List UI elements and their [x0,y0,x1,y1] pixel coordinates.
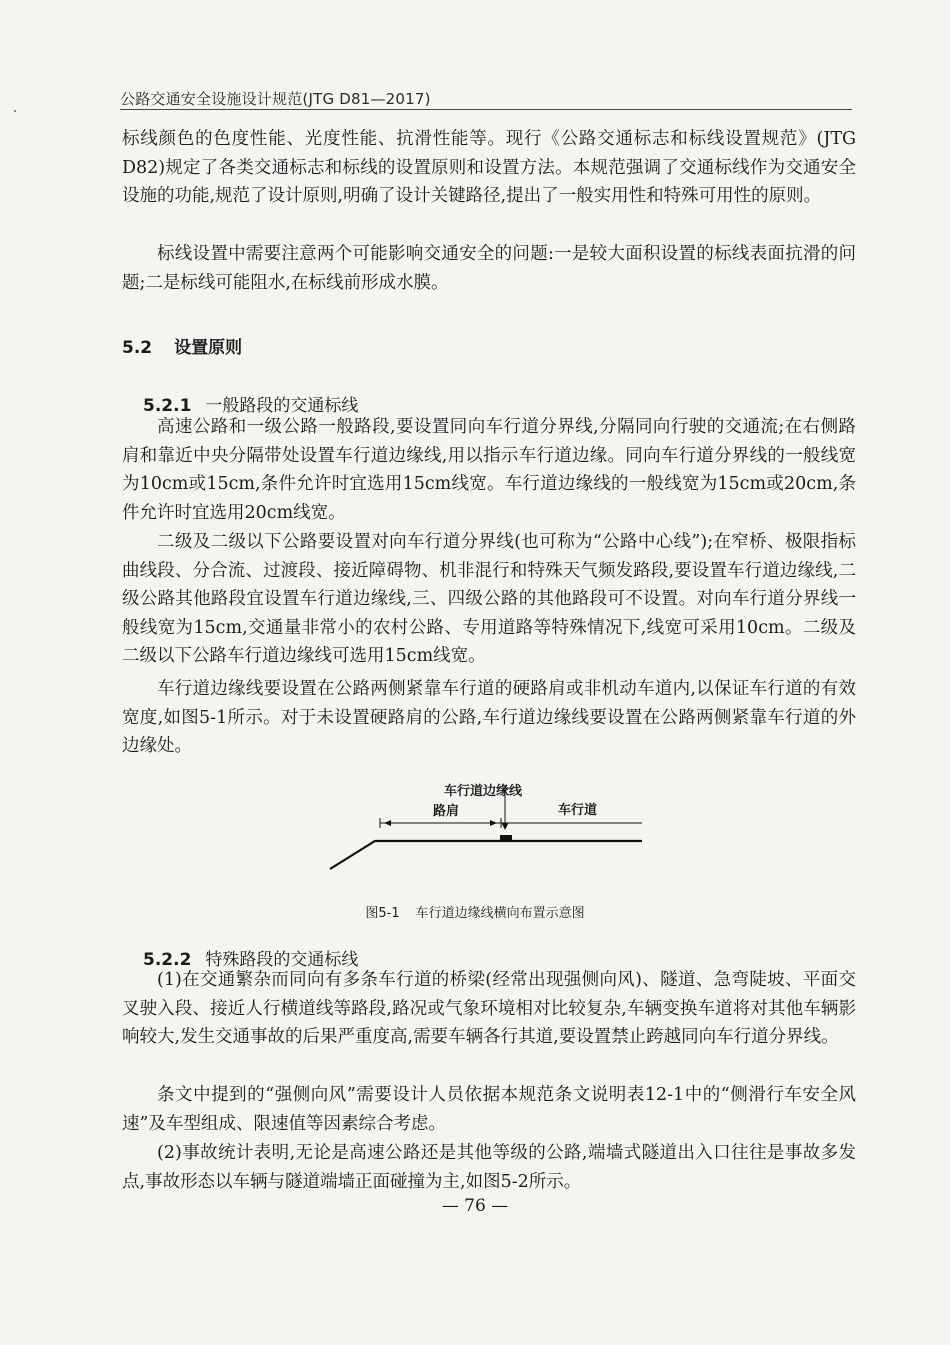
label-edge-line: 车行道边缘线 [444,784,523,799]
paragraph-3: 高速公路和一级公路一般路段,要设置同向车行道分界线,分隔同向行驶的交通流;在右侧路肩和靠近中央分隔带处设置车行道边缘线,用以指示车行道边缘。同向车行道分界线的一般线宽为10cm或15cm,条件允许时宜选用15cm线宽。车行道边缘线的一般线宽为15cm或20cm,条件允许时宜选用20cm线宽。 [122,417,856,523]
section-number: 5.2 [122,338,153,358]
figure-title: 车行道边缘线横向布置示意图 [415,906,585,921]
paragraph-7: 条文中提到的“强侧向风”需要设计人员依据本规范条文说明表12-1中的“侧滑行车安全风速”及车型组成、限速值等因素综合考虑。 [122,1085,856,1134]
figure-number: 图5-1 [365,906,400,921]
arrow-mid-icon [490,820,497,826]
subsection-number: 5.2.2 [143,950,192,970]
section-title: 设置原则 [174,338,243,358]
page-number: — 76 — [441,1196,509,1216]
figure-caption [0,902,950,921]
paragraph-2: 标线设置中需要注意两个可能影响交通安全的问题:一是较大面积设置的标线表面抗滑的问题;二是标线可能阻水,在标线前形成水膜。 [122,244,856,293]
paragraph-8: (2)事故统计表明,无论是高速公路还是其他等级的公路,端墙式隧道出入口往往是事故多发点,事故形态以车辆与隧道端墙正面碰撞为主,如图5-2所示。 [122,1143,856,1192]
road-surface-profile [330,841,642,869]
section-heading-5-2 [122,333,242,358]
paragraph-4: 二级及二级以下公路要设置对向车行道分界线(也可称为“公路中心线”);在窄桥、极限指标曲线段、分合流、过渡段、接近障碍物、机非混行和特殊天气频发路段,要设置车行道边缘线,二级公路其他路段宜设置车行道边缘线,三、四级公路的其他路段可不设置。对向车行道分界线一般线宽为15cm,交通量非常小的农村公路、专用道路等特殊情况下,线宽可采用10cm。二级及二级以下公路车行道边缘线可选用15cm线宽。 [122,532,856,667]
edge-line-marking [500,835,512,841]
header-rule [120,109,852,110]
subsection-title: 一般路段的交通标线 [205,396,359,416]
subsection-title: 特殊路段的交通标线 [205,950,359,970]
paragraph-6: (1)在交通繁杂而同向有多条车行道的桥梁(经常出现强侧向风)、隧道、急弯陡坡、平面交叉驶入段、接近人行横道线等路段,路况或气象环境相对比较复杂,车辆变换车道将对其他车辆影响较大,发生交通事故的后果严重度高,需要车辆各行其道,要设置禁止跨越同向车行道分界线。 [122,970,856,1048]
arrow-left-icon [384,820,391,826]
label-lane: 车行道 [558,803,598,818]
label-shoulder: 路肩 [433,804,460,819]
edge-line-arrow-icon [502,823,509,830]
paragraph-5: 车行道边缘线要设置在公路两侧紧靠车行道的硬路肩或非机动车道内,以保证车行道的有效宽度,如图5-1所示。对于未设置硬路肩的公路,车行道边缘线要设置在公路两侧紧靠车行道的外边缘处。 [122,679,856,757]
figure-5-1 [300,770,650,890]
running-head: 公路交通安全设施设计规范(JTG D81—2017) [120,90,431,108]
paragraph-1: 标线颜色的色度性能、光度性能、抗滑性能等。现行《公路交通标志和标线设置规范》(JTG D82)规定了各类交通标志和标线的设置原则和设置方法。本规范强调了交通标线作为交通安全设施的功能,规范了设计原则,明确了设计关键路径,提出了一般实用性和特殊可用性的原则。 [122,129,856,207]
subsection-number: 5.2.1 [143,396,192,416]
scan-speck [14,110,16,112]
